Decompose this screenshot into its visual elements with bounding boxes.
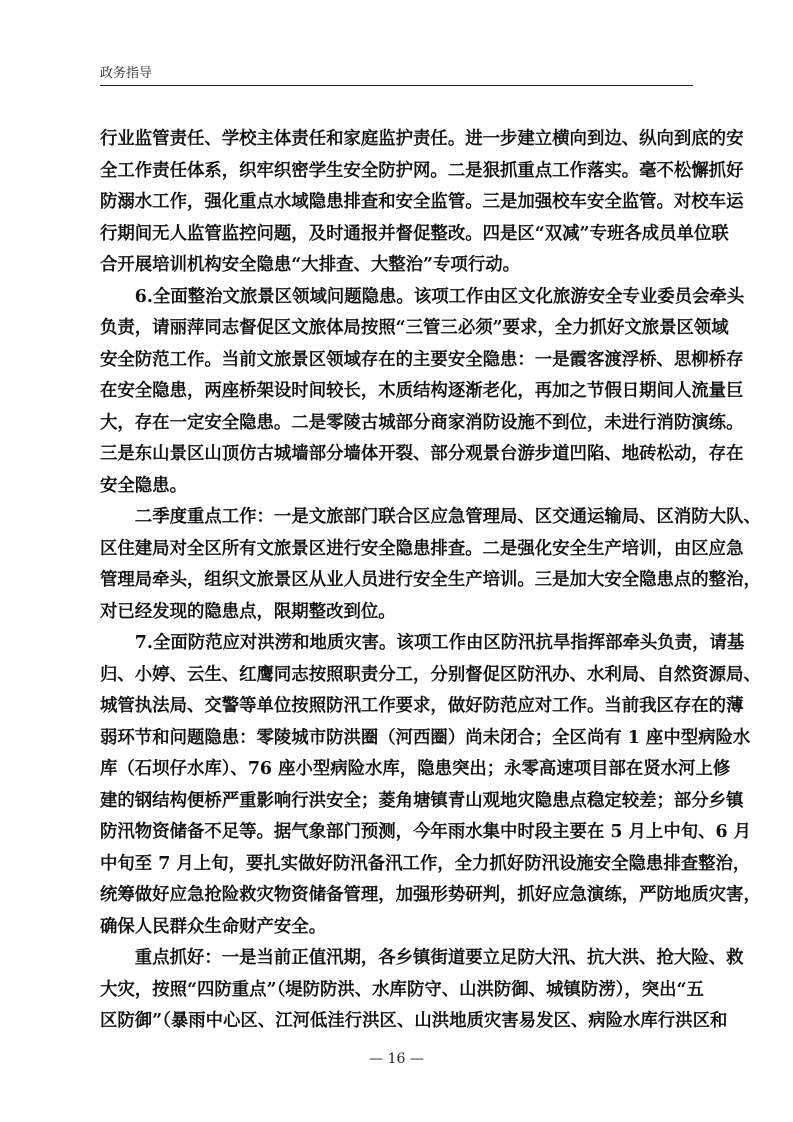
text-line: 重点抓好：一是当前正值汛期，各乡镇街道要立足防大汛、抗大洪、抢大险、救: [134, 948, 744, 968]
text-line: 二季度重点工作：一是文旅部门联合区应急管理局、区交通运输局、区消防大队、: [134, 507, 761, 527]
text-line: 管理局牵头，组织文旅景区从业人员进行安全生产培训。三是加大安全隐患点的整治，: [100, 570, 761, 590]
text-line: 在安全隐患，两座桥架设时间较长，木质结构逐渐老化，再加之节假日期间人流量巨: [100, 381, 744, 401]
text-line: 建的钢结构便桥严重影响行洪安全；菱角塘镇青山观地灾隐患点稳定较差；部分乡镇: [100, 790, 744, 811]
running-header: 政务指导: [100, 66, 153, 81]
paragraph: [100, 628, 761, 943]
text-line: 大灾，按照“四防重点”（堤防防洪、水库防守、山洪防御、城镇防涝），突出“五: [100, 979, 704, 1000]
paragraph: [100, 124, 744, 282]
text-line: 对已经发现的隐患点，限期整改到位。: [100, 601, 396, 622]
text-line: 统筹做好应急抢险救灾物资储备管理，加强形势研判，抓好应急演练，严防地质灾害，: [100, 885, 761, 905]
text-line: 确保人民群众生命财产安全。: [100, 916, 327, 937]
text-line: 三是东山景区山顶仿古城墙部分墙体开裂、部分观景台游步道凹陷、地砖松动，存在: [100, 444, 744, 464]
text-line: 城管执法局、交警等单位按照防汛工作要求，做好防范应对工作。当前我区存在的薄: [100, 696, 744, 716]
text-line: 中旬至 7 月上旬，要扎实做好防汛备汛工作，全力抓好防汛设施安全隐患排查整治，: [100, 853, 751, 874]
text-line: 防汛物资储备不足等。据气象部门预测，今年雨水集中时段主要在 5 月上中旬、6 月: [100, 822, 752, 842]
text-line: 行业监管责任、学校主体责任和家庭监护责任。进一步建立横向到边、纵向到底的安: [100, 129, 744, 149]
paragraph: [100, 943, 744, 1038]
text-line: 区住建局对全区所有文旅景区进行安全隐患排查。二是强化安全生产培训，由区应急: [100, 538, 744, 559]
text-line: 区防御”（暴雨中心区、江河低洼行洪区、山洪地质灾害易发区、病险水库行洪区和: [100, 1011, 728, 1031]
text-line: 合开展培训机构安全隐患“大排查、大整治”专项行动。: [100, 255, 520, 275]
text-line: 库（石坝仔水库）、76 座小型病险水库，隐患突出；永零高速项目部在贤水河上修: [100, 759, 731, 779]
body-text: [100, 124, 761, 1038]
text-line: 负责，请丽萍同志督促区文旅体局按照“三管三必须”要求，全力抓好文旅景区领域: [100, 318, 729, 338]
text-line: 大，存在一定安全隐患。二是零陵古城部分商家消防设施不到位，未进行消防演练。: [100, 412, 744, 433]
text-line: 全工作责任体系，织牢织密学生安全防护网。二是狠抓重点工作落实。毫不松懈抓好: [100, 160, 744, 181]
header-rule: [100, 85, 693, 86]
text-line: 行期间无人监管监控问题，及时通报并督促整改。四是区“双减”专班各成员单位联: [100, 223, 729, 244]
text-line: 归、小婷、云生、红鹰同志按照职责分工，分别督促区防汛办、水利局、自然资源局、: [100, 664, 761, 685]
paragraph: [100, 282, 745, 503]
text-line: 7.全面防范应对洪涝和地质灾害。该项工作由区防汛抗旱指挥部牵头负责，请基: [134, 633, 745, 653]
text-line: 防溺水工作，强化重点水域隐患排查和安全监管。三是加强校车安全监管。对校车运: [100, 192, 744, 212]
text-line: 弱环节和问题隐患：零陵城市防洪圈（河西圈）尚未闭合；全区尚有 1 座中型病险水: [100, 727, 751, 748]
page-number: — 16 —: [369, 1051, 424, 1067]
paragraph: [100, 502, 761, 628]
text-line: 安全防范工作。当前文旅景区领域存在的主要安全隐患：一是霞客渡浮桥、思柳桥存: [100, 349, 744, 370]
text-line: 6.全面整治文旅景区领域问题隐患。该项工作由区文化旅游安全专业委员会牵头: [134, 286, 745, 307]
text-line: 安全隐患。: [100, 475, 187, 496]
